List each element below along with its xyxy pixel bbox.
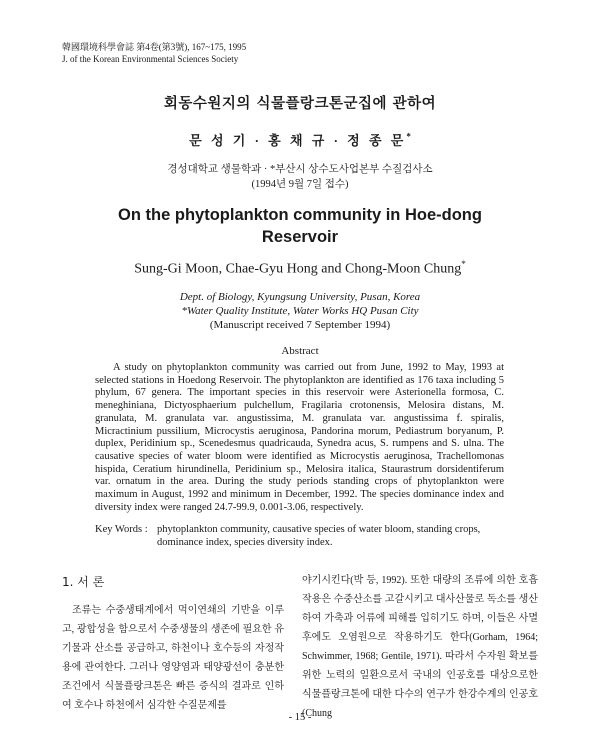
manuscript-received: (Manuscript received 7 September 1994) — [209, 319, 391, 331]
korean-authors — [0, 130, 600, 149]
page-number: - 15 - — [288, 712, 312, 723]
body-column-left — [62, 601, 284, 715]
english-authors — [0, 259, 600, 278]
abstract-body — [95, 362, 504, 514]
english-author-names: Sung-Gi Moon, Chae-Gyu Hong and Chong-Moon Chung — [134, 261, 462, 277]
journal-citation-korean: 韓國環境科學會誌 第4卷(第3號), 167~175, 1995 — [62, 42, 247, 52]
body-paragraph-right: 야기시킨다(박 등, 1992). 또한 대량의 조류에 의한 호흡작용은 수중산소를 고갈시키고 대사산물로 독소를 생산하여 가축과 어류에 피해를 입히기도 하며, 이들은 사멸 후에도 오염원으로 작용하기도 한다(Gorham, 1964; Schwimmer, 1968; Gentile, 1971). 따라서 수자원 확보를 위한 노력의 일환으로서 국내의 인공호를 대상으로한 식물플랑크톤에 대한 다수의 연구가 한강수계의 인공호(Chung — [302, 575, 538, 719]
journal-header — [62, 41, 246, 65]
english-affiliation — [0, 290, 600, 332]
section-heading-introduction: 1. 서 론 — [62, 575, 105, 589]
abstract-text: A study on phytoplankton community was carried out from June, 1992 to May, 1993 at selected stations in Hoedong Reservoir. The phytoplankton are identified as 176 taxa including 5 phylum, 67 genera. The important species in this reservoir were Asterionella formosa, C. meneghiniana, Dictyosphaerium pulchellum, Fragilaria crotonensis, Melosira distans, M. granulata, M. granulata var. angustissima, M. granulata var. angustissima f. spiralis, Micractinium pussilium, Microcystis aeruginosa, Pandorina morum, Pediastrum boryanum, P. duplex, Peridinium sp., Scenedesmus quadricauda, Synedra acus, S. rumpens and S. ulna. The causative species of water bloom were identified as Microcystis aeruginosa, Trachellomonas hispida, Ceratium hirundinella, Peridinium sp., Melosira italica, Staurastrum dorsidentiferum var. ornatum in the area. During the study periods standing crops of phytoplankton were maximum in August, 1992 and minimum in December, 1992. The species dominance index and diversity index were ranged 24.7-99.9, 0.001-3.06, respectively. — [95, 362, 504, 513]
journal-citation-english: J. of the Korean Environmental Sciences Society — [62, 54, 239, 64]
english-affiliation-line2: *Water Quality Institute, Water Works HQ Pusan City — [181, 305, 419, 317]
korean-author-mark: * — [406, 131, 411, 142]
body-paragraph-left: 조류는 수중생태계에서 먹이연쇄의 기반을 이루고, 광합성을 함으로서 수중생물의 생존에 필요한 유기물과 산소를 공급하고, 하천이나 호수등의 자정작용에 관여한다. 그러나 영양염과 태양광선이 충분한 조건에서 식물플랑크톤은 빠른 증식의 결과로 인하여 호수나 하천에서 심각한 수질문제를 — [62, 605, 284, 711]
english-affiliation-line1: Dept. of Biology, Kyungsung University, Pusan, Korea — [179, 291, 421, 303]
korean-author-names: 문 성 기 · 홍 채 규 · 정 종 문 — [189, 133, 407, 148]
english-title — [0, 204, 600, 248]
abstract-heading: Abstract — [281, 345, 319, 357]
english-title-line1: On the phytoplankton community in Hoe-dong — [118, 206, 482, 224]
korean-affiliation-line: 경성대학교 생물학과 · *부산시 상수도사업본부 수질검사소 — [167, 164, 433, 175]
korean-affiliation — [0, 162, 600, 192]
english-author-mark: * — [461, 259, 466, 269]
keywords-label: Key Words : — [95, 524, 148, 535]
korean-title: 회동수원지의 식물플랑크톤군집에 관하여 — [163, 96, 437, 112]
body-column-right — [302, 571, 538, 723]
korean-received-date: (1994년 9월 7일 접수) — [251, 179, 349, 190]
keywords-text: phytoplankton community, causative species of water bloom, standing crops, dominance index, species diversity index. — [157, 524, 481, 548]
english-title-line2: Reservoir — [261, 228, 339, 246]
